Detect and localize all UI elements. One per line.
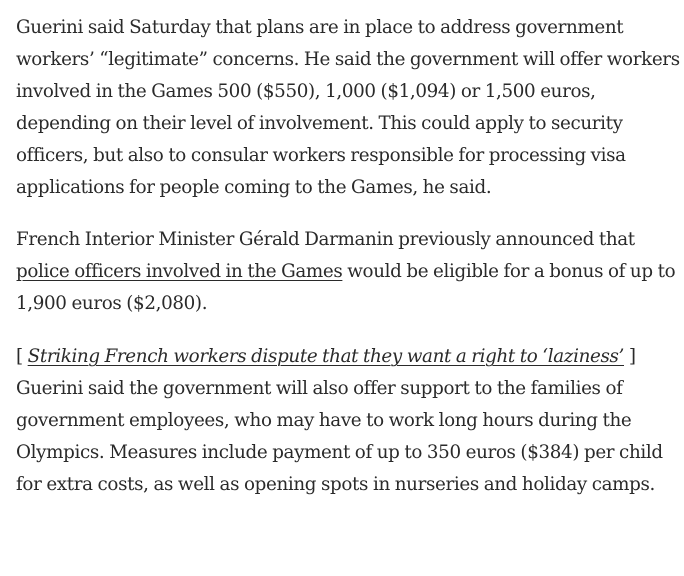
open-bracket: [ <box>16 346 28 367</box>
paragraph-text-before-link: French Interior Minister Gérald Darmanin previously announced that <box>16 229 635 250</box>
article-body <box>16 12 680 501</box>
police-officers-link[interactable]: police officers involved in the Games <box>16 261 343 282</box>
paragraph-text-after-link: would be eligible for a bonus of up to 1,900 euros ($2,080). <box>16 261 676 314</box>
paragraph-family-support: Guerini said the government will also offer support to the families of government employees, who may have to work long hours during the Olympics. Measures include payment of up to 350 euros ($384) per child for extra costs, as well as opening spots in nurseries and holiday camps. <box>16 378 663 495</box>
paragraph-darmanin-bonus <box>16 224 680 320</box>
related-article-link-block <box>16 341 680 373</box>
paragraph-guerini-plans: Guerini said Saturday that plans are in place to address government workers’ “legitimate” concerns. He said the government will offer workers involved in the Games 500 ($550), 1,000 ($1,094) or 1,500 euros, depending on their level of involvement. This could apply to security officers, but also to consular workers responsible for processing visa applications for people coming to the Games, he said. <box>16 17 680 198</box>
related-article-link[interactable]: Striking French workers dispute that they want a right to ‘laziness’ <box>27 346 624 367</box>
close-bracket: ] <box>624 346 636 367</box>
